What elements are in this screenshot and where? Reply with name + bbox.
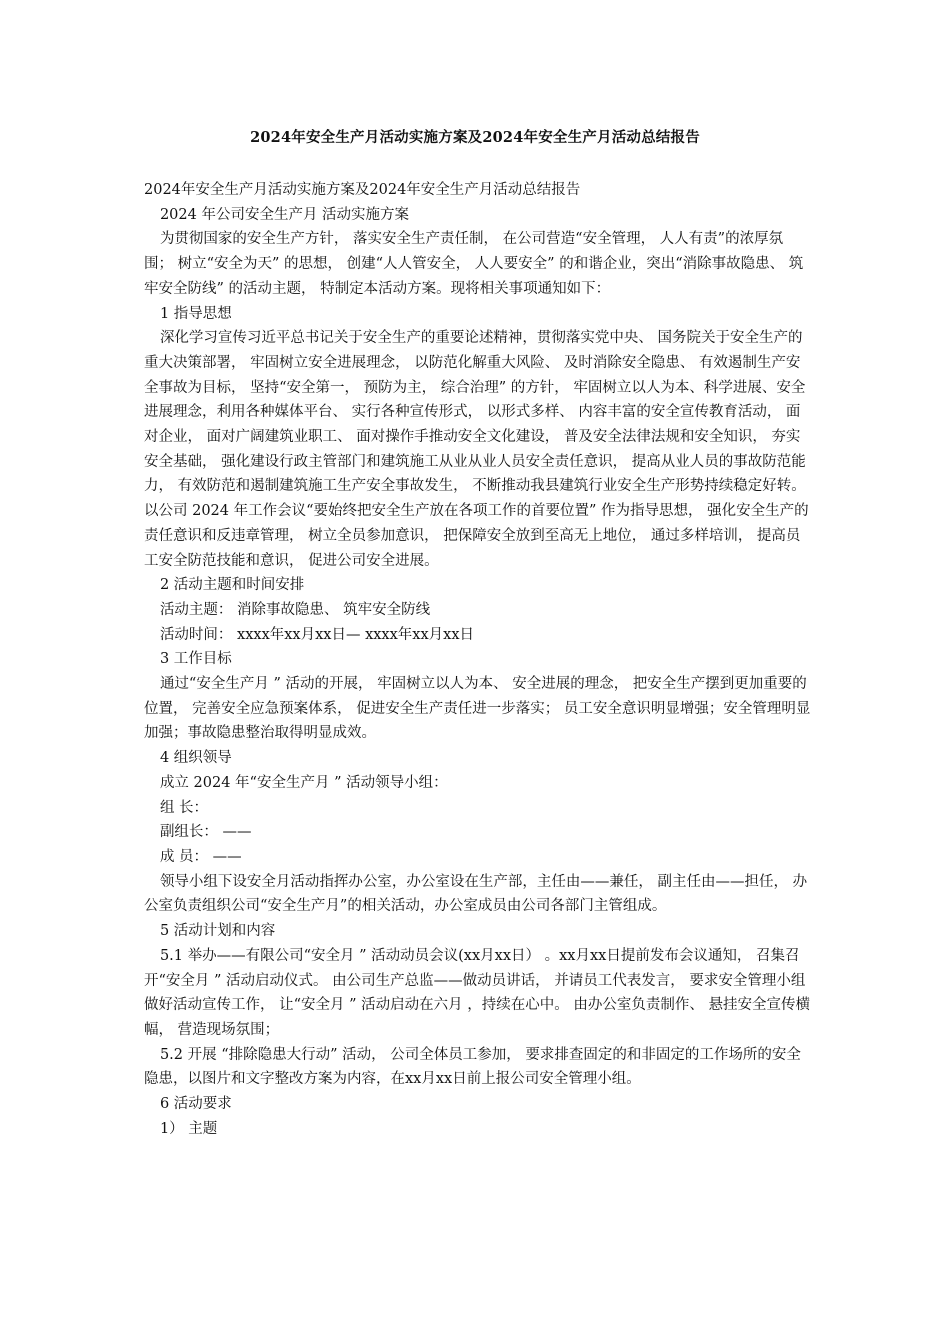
section-heading-1: 1 指导思想	[159, 305, 232, 322]
deputy-leader-line: 副组长： ——	[159, 824, 252, 841]
section-heading-2: 2 活动主题和时间安排	[159, 577, 305, 594]
page-title: 2024年安全生产月活动实施方案及2024年安全生产月活动总结报告	[250, 129, 700, 146]
activity-time: 活动时间： xxxx年xx月xx日— xxxx年xx月xx日	[159, 626, 474, 643]
section-heading-4: 4 组织领导	[159, 750, 232, 767]
office-paragraph: 领导小组下设安全月活动指挥办公室，办公室设在生产部，主任由——兼任， 副主任由——担任， 办公室负责组织公司“安全生产月”的相关活动，办公室成员由公司各部门主管组成。	[144, 873, 808, 915]
intro-paragraph: 为贯彻国家的安全生产方针， 落实安全生产责任制， 在公司营造“安全管理， 人人有责”的浓厚氛围； 树立“安全为天” 的思想， 创建“人人管安全， 人人要安全” 的和谐企业，突出“消除事故隐患、 筑牢安全防线” 的活动主题， 特制定本活动方案。现将相关事项通知如下：	[144, 231, 804, 297]
section-heading-5: 5 活动计划和内容	[159, 923, 276, 940]
plan-subtitle: 2024 年公司安全生产月 活动实施方案	[159, 206, 410, 223]
leadership-group-line: 成立 2024 年“安全生产月 ” 活动领导小组：	[159, 774, 448, 791]
group-leader-line: 组 长：	[159, 799, 209, 816]
doc-heading: 2024年安全生产月活动实施方案及2024年安全生产月活动总结报告	[144, 182, 581, 198]
section-heading-3: 3 工作目标	[159, 651, 232, 668]
plan-item-5-1: 5.1 举办——有限公司“安全月 ” 活动动员会议(xx月xx日） 。xx月xx日提前发布会议通知， 召集召开“安全月 ” 活动启动仪式。 由公司生产总监——做动员讲话， 并请员工代表发言， 要求安全管理小组做好活动宣传工作， 让“安全月 ” 活动启动在六月 ，持续在心中。 由办公室负责制作、 悬挂安全宣传横幅， 营造现场氛围；	[144, 947, 810, 1038]
guiding-thought-paragraph: 深化学习宣传习近平总书记关于安全生产的重要论述精神，贯彻落实党中央、 国务院关于安全生产的重大决策部署， 牢固树立安全进展理念， 以防范化解重大风险、 及时消除安全隐患、 有效遏制生产安全事故为目标， 坚持“安全第一， 预防为主， 综合治理” 的方针， 牢固树立以人为本、科学进展、安全进展理念，利用各种媒体平台、 实行各种宣传形式， 以形式多样、 内容丰富的安全宣传教育活动， 面对企业， 面对广阔建筑业职工、 面对操作手推动安全文化建设， 普及安全法律法规和安全知识， 夯实安全基础， 强化建设行政主管部门和建筑施工从业从业人员安全责任意识， 提高从业人员的事故防范能力， 有效防范和遏制建筑施工生产安全事故发生， 不断推动我县建筑行业安全生产形势持续稳定好转。 以公司 2024 年工作会议“要始终把安全生产放在各项工作的首要位置” 作为指导思想， 强化安全生产的责任意识和反违章管理， 树立全员参加意识， 把保障安全放到至高无上地位， 通过多样培训， 提高员工安全防范技能和意识， 促进公司安全进展。	[144, 330, 809, 569]
plan-item-5-2: 5.2 开展 “排除隐患大行动” 活动， 公司全体员工参加， 要求排查固定的和非固定的工作场所的安全隐患，以图片和文字整改方案为内容，在xx月xx日前上报公司安全管理小组。	[144, 1046, 801, 1088]
members-line: 成 员： ——	[159, 848, 242, 865]
requirement-item-1: 1） 主题	[159, 1120, 218, 1137]
work-goal-paragraph: 通过“安全生产月 ” 活动的开展， 牢固树立以人为本、 安全进展的理念， 把安全生产摆到更加重要的位置， 完善安全应急预案体系， 促进安全生产责任进一步落实； 员工安全意识明显增强；安全管理明显加强；事故隐患整治取得明显成效。	[144, 676, 811, 742]
section-heading-6: 6 活动要求	[159, 1096, 232, 1113]
document-body	[144, 178, 812, 1141]
activity-theme: 活动主题： 消除事故隐患、 筑牢安全防线	[159, 601, 431, 618]
